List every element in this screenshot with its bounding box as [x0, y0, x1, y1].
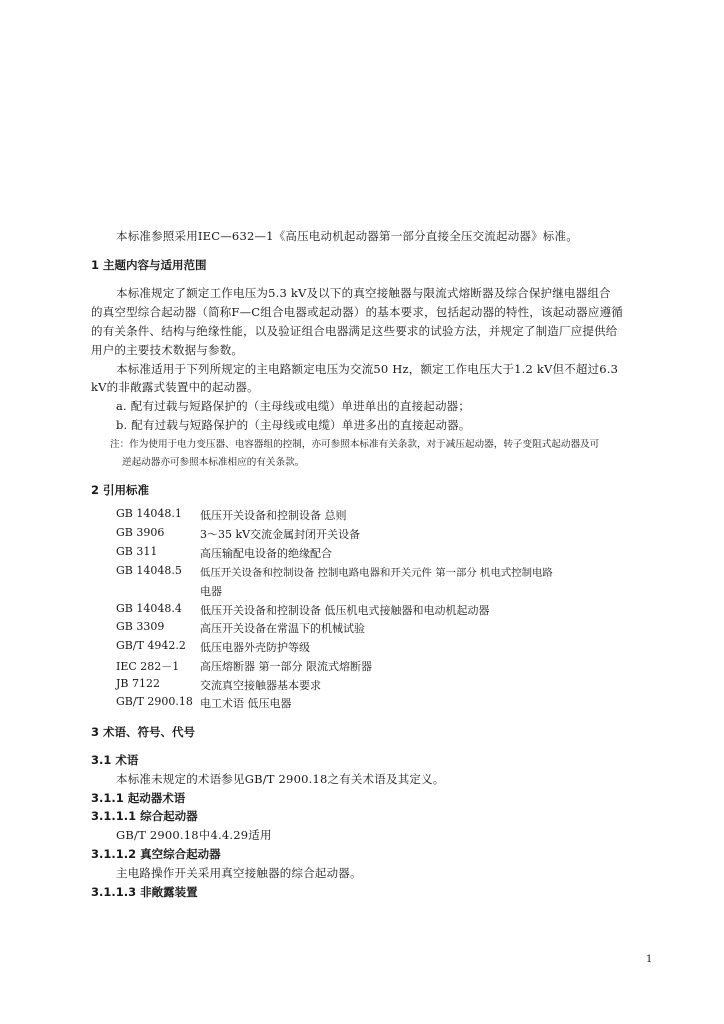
section-3-1-1-2-heading: 3.1.1.2 真空综合起动器	[91, 847, 221, 861]
ref-title: 低压电器外壳防护等级	[200, 641, 310, 654]
ref-code: GB 14048.1	[116, 507, 182, 520]
ref-title: 低压开关设备和控制设备 低压机电式接触器和电动机起动器	[200, 604, 490, 617]
ref-code: GB 14048.4	[116, 602, 182, 615]
ref-title: 低压开关设备和控制设备 控制电路电器和开关元件 第一部分 机电式控制电路	[200, 567, 553, 579]
sec1-note-line2: 逆起动器亦可参照本标准相应的有关条款。	[122, 457, 305, 468]
section-3-1-text: 本标准未规定的术语参见GB/T 2900.18之有关术语及其定义。	[116, 772, 445, 786]
ref-title: 高压熔断器 第一部分 限流式熔断器	[200, 660, 372, 673]
sec1-item-a: a. 配有过载与短路保护的（主母线或电缆）单进单出的直接起动器；	[116, 399, 471, 413]
sec1-para1-line1: 本标准规定了额定工作电压为5.3 kV及以下的真空接触器与限流式熔断器及综合保护继电器组合	[116, 286, 611, 300]
ref-code: GB 311	[116, 545, 158, 558]
ref-code: JB 7122	[116, 677, 160, 690]
ref-title: 交流真空接触器基本要求	[200, 679, 321, 692]
sec1-note-line1: 注：作为使用于电力变压器、电容器组的控制，亦可参照本标准有关条款，对于减压起动器，转子变阻式起动器及可	[110, 439, 600, 450]
ref-title: 3～35 kV交流金属封闭开关设备	[200, 528, 361, 541]
ref-code: IEC 282－1	[116, 660, 180, 673]
ref-title: 电工术语 低压电器	[200, 697, 292, 710]
ref-title: 电器	[200, 585, 222, 598]
sec1-para1-line3: 的有关条件、结构与绝缘性能，以及验证组合电器满足这些要求的试验方法，并规定了制造厂应提供给	[91, 324, 618, 338]
intro-text: 本标准参照采用IEC—632—1《高压电动机起动器第一部分直接全压交流起动器》标准。	[116, 229, 578, 243]
section-3-heading: 3 术语、符号、代号	[91, 725, 196, 739]
page-number: 1	[646, 954, 653, 965]
section-1-heading: 1 主题内容与适用范围	[91, 258, 207, 272]
section-3-1-1-2-text: 主电路操作开关采用真空接触器的综合起动器。	[116, 866, 362, 880]
ref-title: 高压开关设备在常温下的机械试验	[200, 622, 365, 635]
section-3-1-heading: 3.1 术语	[91, 753, 139, 767]
section-3-1-1-3-heading: 3.1.1.3 非敞露装置	[91, 885, 198, 899]
ref-title: 高压输配电设备的绝缘配合	[200, 547, 332, 560]
section-3-1-1-heading: 3.1.1 起动器术语	[91, 791, 186, 805]
ref-code: GB/T 2900.18	[116, 695, 193, 708]
ref-code: GB 3906	[116, 526, 165, 539]
section-2-heading: 2 引用标准	[91, 483, 150, 497]
sec1-para1-line4: 用户的主要技术数据与参数。	[91, 343, 244, 357]
ref-title: 低压开关设备和控制设备 总则	[200, 509, 347, 522]
sec1-para1-line2: 的真空型综合起动器（简称F—C组合电器或起动器）的基本要求，包括起动器的特性，该起动器应遵循	[91, 305, 623, 319]
sec1-item-b: b. 配有过载与短路保护的（主母线或电缆）单进多出的直接起动器。	[116, 418, 471, 432]
section-3-1-1-1-text: GB/T 2900.18中4.4.29适用	[116, 828, 272, 842]
ref-code: GB/T 4942.2	[116, 639, 186, 652]
sec1-para2-line1: 本标准适用于下列所规定的主电路额定电压为交流50 Hz，额定工作电压大于1.2 kV但不超过6.3	[116, 362, 619, 376]
sec1-para2-line2: kV的非敞露式装置中的起动器。	[91, 380, 259, 394]
section-3-1-1-1-heading: 3.1.1.1 综合起动器	[91, 809, 198, 823]
ref-code: GB 14048.5	[116, 564, 182, 577]
ref-code: GB 3309	[116, 620, 165, 633]
